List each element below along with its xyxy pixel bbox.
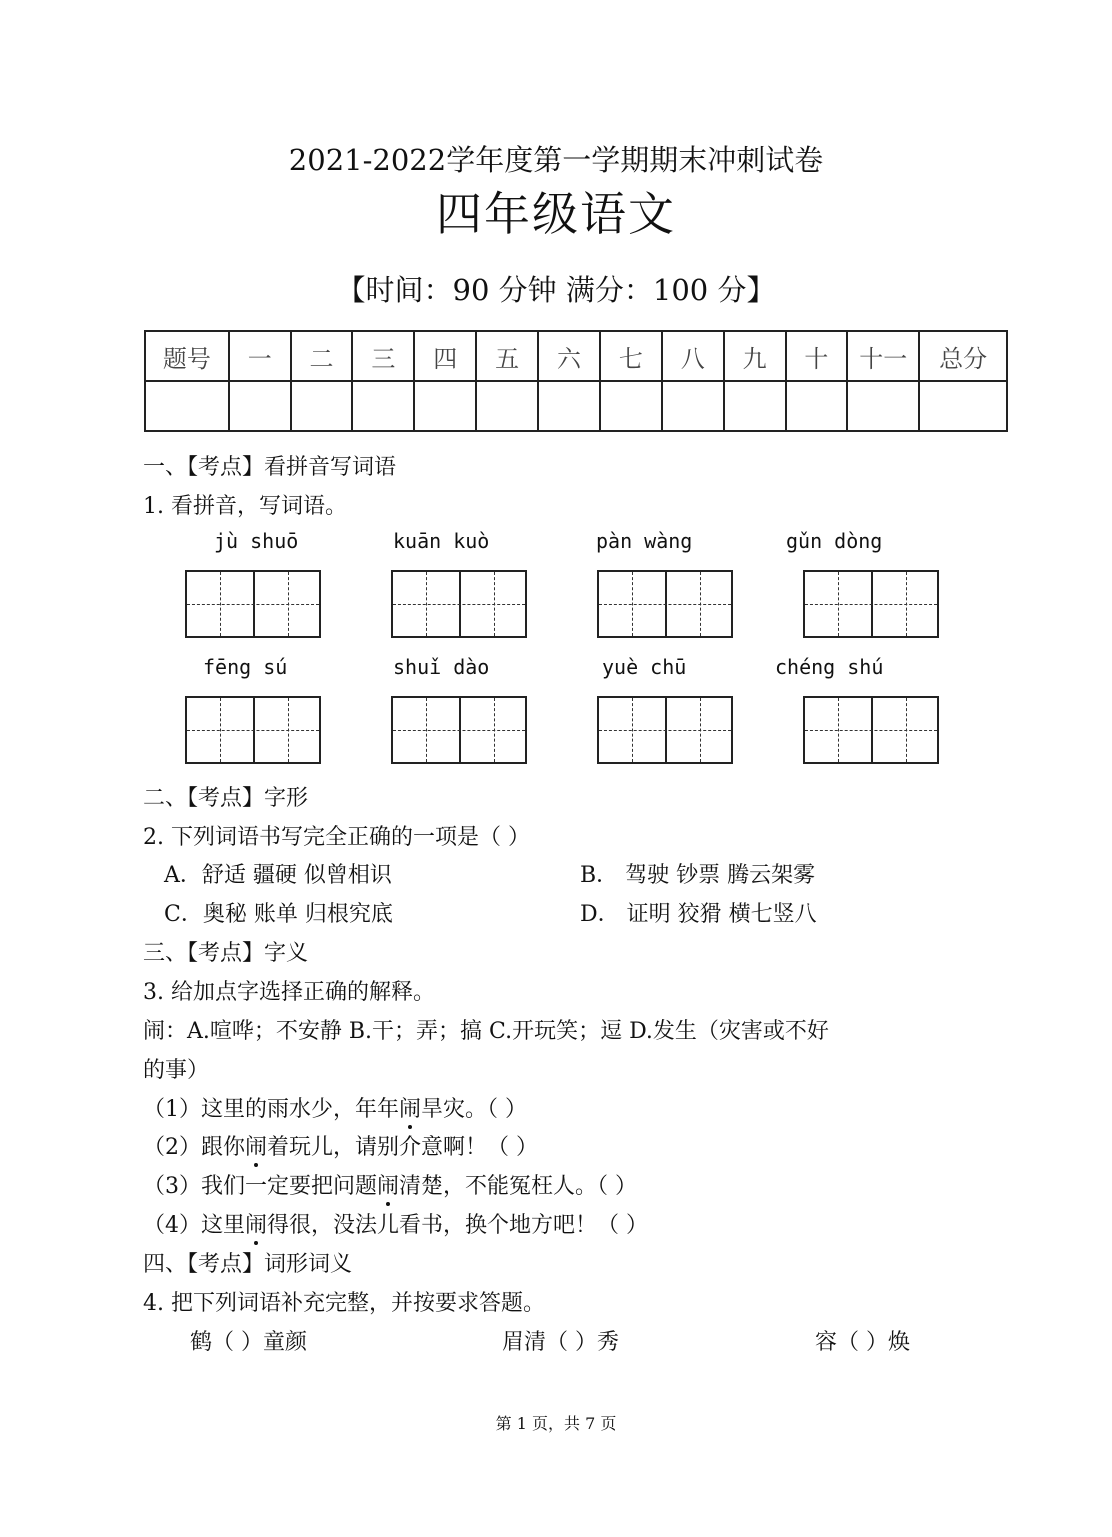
score-blank-cell[interactable]: [229, 381, 291, 431]
option-d: D． 证明 狡猾 横七竖八: [580, 902, 817, 927]
option-c: C．奥秘 账单 归根究底: [164, 902, 393, 927]
writing-grid[interactable]: [185, 696, 321, 764]
pinyin-3: pàn wàng: [596, 529, 693, 553]
score-blank-cell[interactable]: [786, 381, 848, 431]
section2-heading: 二、【考点】字形: [143, 786, 309, 811]
score-header-cell: 总分: [919, 331, 1007, 381]
dotted-char: 闹: [399, 1092, 421, 1123]
page-footer: 第 1 页，共 7 页: [495, 1414, 617, 1433]
sub-question-3: （3）我们一定要把问题闹清楚，不能冤枉人。（ ）: [143, 1169, 637, 1200]
writing-grid[interactable]: [597, 570, 733, 638]
writing-grid[interactable]: [391, 570, 527, 638]
definitions-line-cont: 的事）: [143, 1058, 210, 1083]
fill-blank-1: 鹤（ ）童颜: [190, 1330, 307, 1355]
question-2: 2. 下列词语书写完全正确的一项是（ ）: [143, 825, 530, 850]
dotted-char: 闹: [377, 1169, 399, 1200]
fill-blank-3: 容（ ）焕: [815, 1330, 910, 1355]
sub-question-1: （1）这里的雨水少，年年闹旱灾。（ ）: [143, 1092, 527, 1123]
question-3: 3. 给加点字选择正确的解释。: [143, 980, 435, 1005]
dotted-char: 闹: [245, 1130, 267, 1161]
section3-heading: 三、【考点】字义: [143, 941, 309, 966]
writing-grid[interactable]: [597, 696, 733, 764]
writing-grid[interactable]: [391, 696, 527, 764]
exam-time-score: 【时间：90 分钟 满分：100 分】: [336, 273, 776, 307]
section1-heading: 一、【考点】看拼音写词语: [143, 455, 397, 480]
score-header-cell: 九: [724, 331, 786, 381]
subject-title: 四年级语文: [436, 187, 676, 241]
score-blank-cell[interactable]: [476, 381, 538, 431]
score-blank-cell[interactable]: [538, 381, 600, 431]
score-header-cell: 五: [476, 331, 538, 381]
pinyin-2: kuān kuò: [393, 529, 490, 553]
score-header-cell: 一: [229, 331, 291, 381]
score-header-cell: 八: [662, 331, 724, 381]
pinyin-4: gǔn dòng: [786, 529, 883, 553]
score-blank-cell[interactable]: [919, 381, 1007, 431]
score-blank-cell[interactable]: [291, 381, 353, 431]
option-b: B． 驾驶 钞票 腾云架雾: [580, 863, 816, 888]
score-table: [144, 330, 1008, 432]
fill-blank-2: 眉清（ ）秀: [502, 1330, 619, 1355]
section4-heading: 四、【考点】词形词义: [143, 1252, 353, 1277]
score-table-header-row: [145, 331, 1007, 381]
score-blank-cell[interactable]: [414, 381, 476, 431]
dotted-char: 闹: [245, 1208, 267, 1239]
score-header-cell: 六: [538, 331, 600, 381]
score-blank-cell[interactable]: [724, 381, 786, 431]
score-header-cell: 二: [291, 331, 353, 381]
question-4: 4. 把下列词语补充完整，并按要求答题。: [143, 1291, 545, 1316]
score-header-cell: 三: [352, 331, 414, 381]
score-blank-cell[interactable]: [847, 381, 919, 431]
score-blank-cell[interactable]: [145, 381, 229, 431]
score-header-cell: 题号: [145, 331, 229, 381]
sub-question-2: （2）跟你闹着玩儿，请别介意啊！（ ）: [143, 1130, 538, 1161]
score-header-cell: 四: [414, 331, 476, 381]
score-blank-cell[interactable]: [662, 381, 724, 431]
pinyin-1: jù shuō: [214, 529, 299, 553]
score-blank-cell[interactable]: [600, 381, 662, 431]
writing-grid[interactable]: [185, 570, 321, 638]
exam-title: 2021-2022学年度第一学期期末冲刺试卷: [288, 143, 824, 177]
writing-grid[interactable]: [803, 696, 939, 764]
score-table-blank-row: [145, 381, 1007, 431]
sub-question-4: （4）这里闹得很，没法儿看书，换个地方吧！（ ）: [143, 1208, 648, 1239]
score-blank-cell[interactable]: [352, 381, 414, 431]
pinyin-6: shuǐ dào: [393, 655, 490, 679]
score-header-cell: 七: [600, 331, 662, 381]
score-header-cell: 十一: [847, 331, 919, 381]
pinyin-8: chéng shú: [775, 655, 884, 679]
question-1: 1. 看拼音，写词语。: [143, 494, 347, 519]
option-a: A．舒适 疆硬 似曾相识: [164, 863, 392, 888]
pinyin-5: fēng sú: [203, 655, 288, 679]
score-header-cell: 十: [786, 331, 848, 381]
writing-grid[interactable]: [803, 570, 939, 638]
definitions-line: 闹：A.喧哗；不安静 B.干；弄；搞 C.开玩笑；逗 D.发生（灾害或不好: [143, 1019, 829, 1044]
pinyin-7: yuè chū: [602, 655, 687, 679]
